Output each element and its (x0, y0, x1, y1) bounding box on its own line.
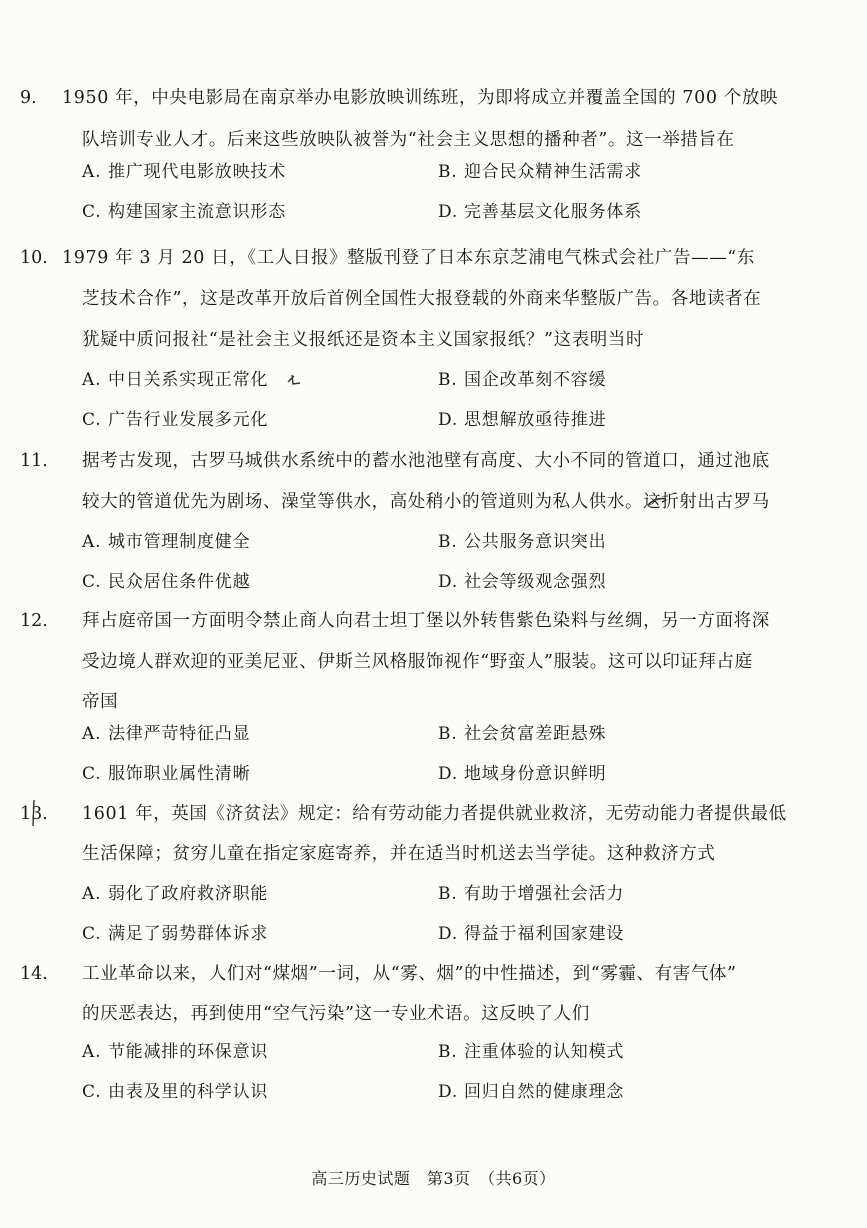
option-text: 思想解放亟待推进 (464, 410, 607, 430)
option-c (82, 762, 250, 786)
option-d (438, 762, 606, 786)
option-text: 社会等级观念强烈 (464, 572, 607, 592)
question-stem-line: 拜占庭帝国一方面明令禁止商人向君士坦丁堡以外转售紫色染料与丝绸，另一方面将深 (82, 611, 770, 631)
option-text: 法律严苛特征凸显 (108, 724, 251, 744)
option-label: C. (82, 410, 102, 430)
option-text: 由表及里的科学认识 (108, 1082, 269, 1102)
option-label: B. (438, 162, 458, 182)
option-text: 迎合民众精神生活需求 (464, 162, 642, 182)
option-text: 国企改革刻不容缓 (464, 370, 607, 390)
option-c (82, 922, 268, 946)
option-d (438, 408, 606, 432)
option-label: B. (438, 1042, 458, 1062)
option-text: 节能减排的环保意识 (108, 1042, 269, 1062)
option-label: D. (438, 202, 459, 222)
option-label: D. (438, 410, 459, 430)
option-label: A. (82, 532, 102, 552)
question-stem-line: 较大的管道优先为剧场、澡堂等供水，高处稍小的管道则为私人供水。这折射出古罗马 (82, 492, 770, 512)
option-text: 构建国家主流意识形态 (108, 202, 286, 222)
option-text: 弱化了政府救济职能 (108, 884, 269, 904)
option-label: A. (82, 724, 102, 744)
question-stem-line: 的厌恶表达，再到使用“空气污染”这一专业术语。这反映了人们 (82, 1004, 590, 1024)
page-footer: 高三历史试题 第3页 （共6页） (311, 1169, 556, 1188)
option-d (438, 200, 642, 224)
option-d (438, 1080, 624, 1104)
option-label: A. (82, 884, 102, 904)
option-b (438, 160, 642, 184)
option-label: B. (438, 532, 458, 552)
question-stem-line: 生活保障；贫穷儿童在指定家庭寄养，并在适当时机送去当学徒。这种救济方式 (82, 844, 716, 864)
option-label: A. (82, 162, 102, 182)
question-number: 10. (20, 248, 48, 268)
question-stem-line: 帝国 (82, 692, 119, 712)
option-text: 推广现代电影放映技术 (108, 162, 286, 182)
option-label: C. (82, 572, 102, 592)
option-a (82, 882, 268, 906)
option-label: C. (82, 764, 102, 784)
question-number: 11. (20, 451, 48, 471)
option-label: C. (82, 924, 102, 944)
option-a (82, 160, 286, 184)
option-a (82, 368, 268, 392)
option-text: 完善基层文化服务体系 (464, 202, 642, 222)
question-stem-line: 1979 年 3 月 20 日，《工人日报》整版刊登了日本东京芝浦电气株式会社广告——“东 (62, 248, 755, 268)
option-label: A. (82, 1042, 102, 1062)
option-text: 注重体验的认知模式 (464, 1042, 625, 1062)
option-text: 广告行业发展多元化 (108, 410, 269, 430)
option-text: 满足了弱势群体诉求 (108, 924, 269, 944)
question-stem-line: 1601 年，英国《济贫法》规定：给有劳动能力者提供就业救济，无劳动能力者提供最低 (82, 804, 787, 824)
question-stem-line: 据考古发现，古罗马城供水系统中的蓄水池池壁有高度、大小不同的管道口，通过池底 (82, 451, 770, 471)
option-text: 得益于福利国家建设 (464, 924, 625, 944)
option-b (438, 722, 606, 746)
question-stem-line: 受边境人群欢迎的亚美尼亚、伊斯兰风格服饰视作“野蛮人”服装。这可以印证拜占庭 (82, 652, 753, 672)
option-c (82, 570, 250, 594)
option-a (82, 530, 250, 554)
question-stem-line: 犹疑中质问报社“是社会主义报纸还是资本主义国家报纸？”这表明当时 (82, 330, 645, 350)
option-c (82, 408, 268, 432)
question-stem-line: 队培训专业人才。后来这些放映队被誉为“社会主义思想的播种者”。这一举措旨在 (82, 130, 735, 150)
option-label: C. (82, 1082, 102, 1102)
pen-mark-icon (30, 798, 38, 828)
option-label: D. (438, 1082, 459, 1102)
option-b (438, 368, 606, 392)
pen-mark-icon (286, 372, 302, 388)
option-label: B. (438, 884, 458, 904)
option-text: 中日关系实现正常化 (108, 370, 269, 390)
question-stem-line: 工业革命以来，人们对“煤烟”一词，从“雾、烟”的中性描述，到“雾霾、有害气体” (82, 964, 737, 984)
option-label: C. (82, 202, 102, 222)
option-text: 社会贫富差距悬殊 (464, 724, 607, 744)
option-text: 回归自然的健康理念 (464, 1082, 625, 1102)
option-label: B. (438, 724, 458, 744)
option-b (438, 882, 624, 906)
option-text: 公共服务意识突出 (464, 532, 607, 552)
option-label: D. (438, 764, 459, 784)
option-label: D. (438, 572, 459, 592)
question-stem-line: 1950 年，中央电影局在南京举办电影放映训练班，为即将成立并覆盖全国的 700 个放映 (62, 88, 779, 108)
pen-mark-icon (646, 493, 670, 509)
option-c (82, 1080, 268, 1104)
option-b (438, 530, 606, 554)
question-number: 9. (20, 88, 37, 108)
option-label: A. (82, 370, 102, 390)
option-text: 民众居住条件优越 (108, 572, 251, 592)
option-d (438, 922, 624, 946)
option-text: 城市管理制度健全 (108, 532, 251, 552)
option-a (82, 722, 250, 746)
question-number: 12. (20, 611, 48, 631)
option-b (438, 1040, 624, 1064)
option-d (438, 570, 606, 594)
option-text: 地域身份意识鲜明 (464, 764, 607, 784)
question-number: 14. (20, 964, 48, 984)
question-stem-line: 芝技术合作”，这是改革开放后首例全国性大报登载的外商来华整版广告。各地读者在 (82, 289, 762, 309)
question-number: 13. (20, 804, 48, 824)
option-label: B. (438, 370, 458, 390)
option-c (82, 200, 286, 224)
option-text: 有助于增强社会活力 (464, 884, 625, 904)
option-label: D. (438, 924, 459, 944)
option-text: 服饰职业属性清晰 (108, 764, 251, 784)
option-a (82, 1040, 268, 1064)
